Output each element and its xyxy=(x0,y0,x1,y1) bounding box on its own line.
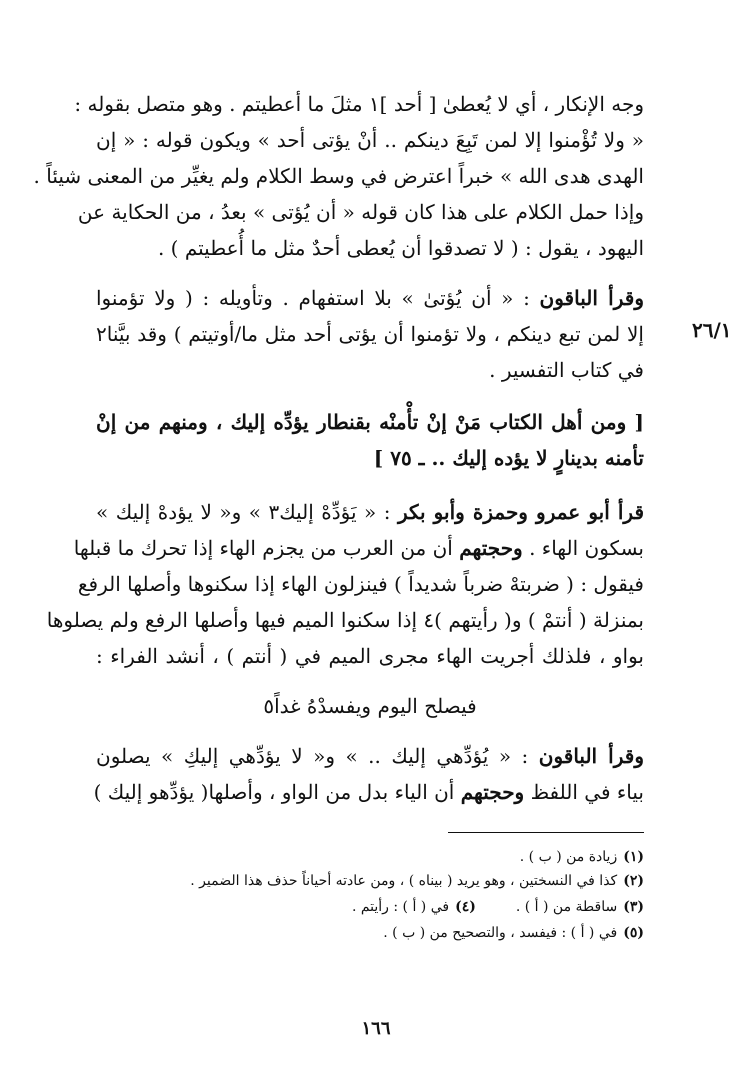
text-span: أن الياء بدل من الواو ، وأصلها( يؤدِّهو إليك ) xyxy=(93,780,461,804)
text-span: بياء في اللفظ xyxy=(524,780,644,804)
page-number: ١٦٦ xyxy=(361,1018,391,1039)
footnote xyxy=(96,846,644,868)
text-line xyxy=(96,638,644,674)
text-span: بمنزلة ( أنتمْ ) و( رأيتهم )٤ إذا سكنوا الميم فيها وأصلها الرفع ولم يصلوها xyxy=(46,608,644,632)
footnote-divider xyxy=(448,832,644,833)
text-span: أن من العرب من يجزم الهاء إذا تحرك ما قبلها xyxy=(73,536,460,560)
text-line xyxy=(46,602,644,638)
argument-keyword: وحجتهم xyxy=(460,780,525,804)
text-span: بواو ، فلذلك أجريت الهاء مجرى الميم في ( أنتم ) ، أنشد الفراء : xyxy=(96,644,644,668)
text-span: : « يَؤدِّهْ إليك٣ » و« لا يؤدهْ إليك » xyxy=(96,500,398,524)
footnote-text: ساقطة من ( أ ) . xyxy=(515,899,618,915)
text-span: : « يُؤدِّهي إليك .. » و« لا يؤدِّهي إليكِ » يصلون xyxy=(96,744,539,768)
footnote xyxy=(96,896,644,918)
footnote-text: زيادة من ( ب ) . xyxy=(519,849,618,865)
footnote-text: كذا في النسختين ، وهو يريد ( بيناه ) ، ومن عادته أحياناً حذف هذا الضمير . xyxy=(190,873,618,889)
text-line xyxy=(96,738,644,774)
text-line: وجه الإنكار ، أي لا يُعطىٰ [ أحد ]١ مثلَ ما أعطيتم . وهو متصل بقوله : xyxy=(74,92,644,116)
text-span: بسكون الهاء . xyxy=(522,536,644,560)
footnote-number: (١) xyxy=(623,849,644,865)
text-line: وإذا حمل الكلام على هذا كان قوله « أن يُؤتى » بعدُ ، من الحكاية عن xyxy=(77,200,644,224)
text-line: اليهود ، يقول : ( لا تصدقوا أن يُعطى أحدٌ مثل ما أُعطيتم ) . xyxy=(157,236,644,260)
text-line: « ولا تُؤْمنوا إلا لمن تَبِعَ دينكم .. أنْ يؤتى أحد » ويكون قوله : « إن xyxy=(96,128,644,152)
footnote xyxy=(96,870,644,892)
footnote-text: في ( أ ) : رأيتم . xyxy=(351,899,450,915)
text-span: فيقول : ( ضربتهْ ضرباً شديداً ) فينزلون الهاء إذا سكنوها وأصلها الرفع xyxy=(77,572,644,596)
poem-line: فيصلح اليوم ويفسدْهُ غداً٥ xyxy=(263,694,477,718)
text-line xyxy=(77,566,644,602)
footnote-number: (٢) xyxy=(623,873,644,889)
text-line xyxy=(96,280,644,316)
reader-name: وقرأ الباقون xyxy=(538,744,644,768)
margin-page-marker: ٢٦/١ xyxy=(692,318,732,342)
reader-name: قرأ أبو عمرو وحمزة وأبو بكر xyxy=(397,500,645,524)
text-span: في كتاب التفسير . xyxy=(489,358,644,382)
reader-name: وقرأ الباقون xyxy=(539,286,644,310)
text-line xyxy=(73,530,644,566)
footnote xyxy=(96,922,644,944)
text-line xyxy=(96,352,644,388)
verse-line: [ ومن أهل الكتاب مَنْ إنْ تأْمنْه بقنطار يؤدِّه إليك ، ومنهم من إنْ xyxy=(96,410,644,434)
text-line xyxy=(96,494,644,530)
footnote-number: (٥) xyxy=(623,925,644,941)
text-line: الهدى هدى الله » خبراً اعترض في وسط الكلام ولم يغيِّر من المعنى شيئاً . xyxy=(33,164,644,188)
footnote-number: (٤) xyxy=(455,899,476,915)
footnote-text: في ( أ ) : فيفسد ، والتصحيح من ( ب ) . xyxy=(383,925,618,941)
footnote-number: (٣) xyxy=(623,899,644,915)
verse-line: تأمنه بدينارٍ لا يؤده إليك .. ـ ٧٥ ] xyxy=(373,446,644,470)
argument-keyword: وحجتهم xyxy=(459,536,523,560)
text-span: : « أن يُؤتىٰ » بلا استفهام . وتأويله : ( ولا تؤمنوا xyxy=(96,286,540,310)
text-span: إلا لمن تبع دينكم ، ولا تؤمنوا أن يؤتى أحد مثل ما/أوتيتم ) وقد بيَّنا٢ xyxy=(96,322,644,346)
text-line xyxy=(93,774,644,810)
text-line xyxy=(96,316,644,352)
